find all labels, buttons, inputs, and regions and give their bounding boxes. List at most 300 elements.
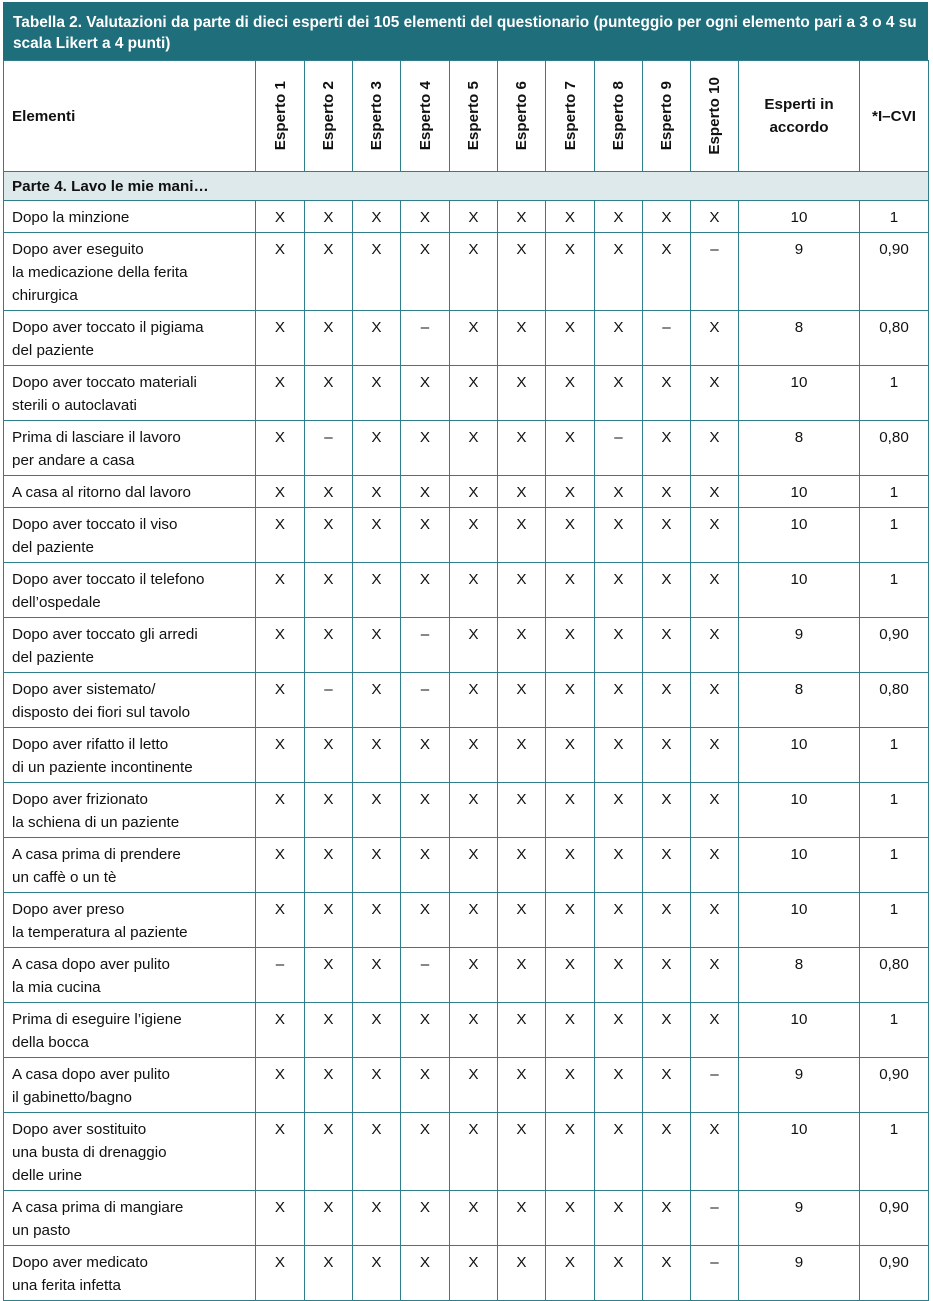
row-label-line: A casa al ritorno dal lavoro	[12, 484, 191, 501]
icvi-value: 0,90	[860, 618, 929, 673]
expert-7-mark: X	[546, 201, 595, 233]
agreement-count: 10	[739, 201, 860, 233]
row-label	[4, 1058, 256, 1113]
expert-6-mark: X	[498, 1058, 546, 1113]
expert-7-mark: X	[546, 311, 595, 366]
expert-5-mark: X	[450, 893, 498, 948]
expert-10-mark: X	[691, 476, 739, 508]
header-expert-label: Esperto 7	[561, 81, 579, 151]
table-row	[4, 1246, 929, 1301]
expert-3-mark: X	[353, 1113, 401, 1191]
agreement-count: 10	[739, 1003, 860, 1058]
expert-4-mark: X	[401, 421, 450, 476]
expert-8-mark: X	[595, 311, 643, 366]
expert-3-mark: X	[353, 563, 401, 618]
table-row	[4, 311, 929, 366]
expert-10-mark: –	[691, 233, 739, 311]
expert-6-mark: X	[498, 1246, 546, 1301]
agreement-count: 10	[739, 783, 860, 838]
expert-9-mark: X	[643, 893, 691, 948]
row-label-line: A casa prima di prendere	[12, 846, 181, 863]
expert-7-mark: X	[546, 728, 595, 783]
expert-10-mark: X	[691, 508, 739, 563]
row-label-line: di un paziente incontinente	[12, 759, 193, 776]
row-label-line: Dopo aver toccato il pigiama	[12, 319, 204, 336]
expert-1-mark: X	[256, 1191, 305, 1246]
icvi-value: 0,80	[860, 421, 929, 476]
expert-7-mark: X	[546, 673, 595, 728]
icvi-value: 1	[860, 838, 929, 893]
expert-6-mark: X	[498, 563, 546, 618]
expert-9-mark: X	[643, 1246, 691, 1301]
agreement-count: 9	[739, 233, 860, 311]
expert-2-mark: X	[305, 948, 353, 1003]
expert-5-mark: X	[450, 1113, 498, 1191]
row-label-line: delle urine	[12, 1167, 83, 1184]
table-row	[4, 201, 929, 233]
expert-10-mark: X	[691, 563, 739, 618]
expert-3-mark: X	[353, 1003, 401, 1058]
expert-4-mark: X	[401, 1246, 450, 1301]
row-label	[4, 201, 256, 233]
header-row	[4, 61, 929, 172]
expert-2-mark: X	[305, 783, 353, 838]
expert-4-mark: X	[401, 1113, 450, 1191]
expert-1-mark: X	[256, 783, 305, 838]
expert-8-mark: X	[595, 893, 643, 948]
expert-7-mark: X	[546, 476, 595, 508]
expert-7-mark: X	[546, 421, 595, 476]
agreement-count: 10	[739, 1113, 860, 1191]
row-label	[4, 311, 256, 366]
expert-5-mark: X	[450, 421, 498, 476]
expert-9-mark: X	[643, 618, 691, 673]
table-title: Tabella 2. Valutazioni da parte di dieci esperti dei 105 elementi del questionario (punteggio per ogni elemento pari a 3 o 4 su scala Likert a 4 punti)	[3, 2, 928, 60]
expert-7-mark: X	[546, 1058, 595, 1113]
expert-1-mark: X	[256, 201, 305, 233]
row-label-line: Dopo aver toccato il viso	[12, 516, 178, 533]
expert-8-mark: X	[595, 783, 643, 838]
row-label	[4, 1191, 256, 1246]
row-label-line: Prima di eseguire l’igiene	[12, 1011, 182, 1028]
row-label	[4, 233, 256, 311]
expert-10-mark: X	[691, 1003, 739, 1058]
table-row	[4, 1113, 929, 1191]
icvi-value: 1	[860, 783, 929, 838]
expert-3-mark: X	[353, 311, 401, 366]
expert-2-mark: X	[305, 1246, 353, 1301]
expert-1-mark: X	[256, 508, 305, 563]
expert-7-mark: X	[546, 508, 595, 563]
header-expert-wrap	[691, 61, 738, 171]
row-label-line: Dopo aver frizionato	[12, 791, 148, 808]
expert-10-mark: X	[691, 783, 739, 838]
icvi-value: 1	[860, 366, 929, 421]
expert-3-mark: X	[353, 476, 401, 508]
expert-5-mark: X	[450, 783, 498, 838]
expert-9-mark: X	[643, 563, 691, 618]
header-expert-label: Esperto 8	[610, 81, 627, 151]
row-label-line: del paziente	[12, 539, 94, 556]
expert-6-mark: X	[498, 948, 546, 1003]
row-label-line: Dopo aver rifatto il letto	[12, 736, 169, 753]
expert-5-mark: X	[450, 1191, 498, 1246]
row-label-line: la mia cucina	[12, 979, 101, 996]
expert-5-mark: X	[450, 673, 498, 728]
table-row	[4, 563, 929, 618]
row-label	[4, 1113, 256, 1191]
row-label-line: Dopo aver sistemato/	[12, 681, 156, 698]
table-row	[4, 1058, 929, 1113]
icvi-value: 0,80	[860, 948, 929, 1003]
expert-1-mark: X	[256, 563, 305, 618]
row-label-line: sterili o autoclavati	[12, 397, 137, 414]
expert-1-mark: X	[256, 1113, 305, 1191]
expert-6-mark: X	[498, 673, 546, 728]
expert-10-mark: –	[691, 1191, 739, 1246]
agreement-count: 9	[739, 1191, 860, 1246]
agreement-count: 10	[739, 508, 860, 563]
row-label-line: A casa dopo aver pulito	[12, 956, 170, 973]
icvi-value: 0,80	[860, 673, 929, 728]
header-expert-label: Esperto 1	[271, 81, 289, 151]
row-label	[4, 893, 256, 948]
expert-7-mark: X	[546, 783, 595, 838]
row-label-line: Dopo aver toccato materiali	[12, 374, 197, 391]
row-label-line: A casa prima di mangiare	[12, 1199, 184, 1216]
table-row	[4, 366, 929, 421]
header-expert-9	[643, 61, 691, 172]
expert-7-mark: X	[546, 838, 595, 893]
row-label-line: Dopo aver medicato	[12, 1254, 148, 1271]
expert-2-mark: X	[305, 508, 353, 563]
icvi-value: 1	[860, 476, 929, 508]
expert-10-mark: X	[691, 673, 739, 728]
expert-9-mark: X	[643, 476, 691, 508]
agreement-count: 10	[739, 728, 860, 783]
expert-3-mark: X	[353, 838, 401, 893]
icvi-value: 1	[860, 728, 929, 783]
expert-6-mark: X	[498, 783, 546, 838]
table-row	[4, 1003, 929, 1058]
expert-2-mark: X	[305, 1191, 353, 1246]
icvi-value: 1	[860, 1003, 929, 1058]
expert-1-mark: X	[256, 1003, 305, 1058]
expert-1-mark: X	[256, 366, 305, 421]
row-label	[4, 508, 256, 563]
expert-4-mark: X	[401, 1058, 450, 1113]
expert-6-mark: X	[498, 618, 546, 673]
expert-9-mark: X	[643, 201, 691, 233]
header-expert-wrap	[595, 61, 642, 171]
header-expert-8	[595, 61, 643, 172]
expert-4-mark: –	[401, 311, 450, 366]
expert-8-mark: X	[595, 476, 643, 508]
header-expert-wrap	[643, 61, 690, 171]
row-label-line: la schiena di un paziente	[12, 814, 180, 831]
row-label-line: disposto dei fiori sul tavolo	[12, 704, 191, 721]
expert-5-mark: X	[450, 311, 498, 366]
expert-4-mark: X	[401, 893, 450, 948]
expert-2-mark: X	[305, 476, 353, 508]
header-agreement	[739, 61, 860, 172]
icvi-value: 0,90	[860, 233, 929, 311]
expert-4-mark: X	[401, 508, 450, 563]
expert-3-mark: X	[353, 508, 401, 563]
expert-4-mark: X	[401, 563, 450, 618]
row-label	[4, 563, 256, 618]
header-expert-label: Esperto 9	[658, 81, 675, 151]
expert-10-mark: –	[691, 1058, 739, 1113]
expert-4-mark: X	[401, 233, 450, 311]
expert-9-mark: X	[643, 783, 691, 838]
expert-3-mark: X	[353, 673, 401, 728]
row-label	[4, 838, 256, 893]
row-label	[4, 673, 256, 728]
expert-6-mark: X	[498, 508, 546, 563]
icvi-value: 1	[860, 893, 929, 948]
expert-1-mark: X	[256, 476, 305, 508]
expert-4-mark: X	[401, 1191, 450, 1246]
agreement-count: 10	[739, 366, 860, 421]
row-label-line: Dopo aver toccato il telefono	[12, 571, 205, 588]
expert-2-mark: X	[305, 1003, 353, 1058]
expert-3-mark: X	[353, 728, 401, 783]
expert-8-mark: X	[595, 366, 643, 421]
expert-6-mark: X	[498, 311, 546, 366]
expert-10-mark: X	[691, 311, 739, 366]
expert-6-mark: X	[498, 233, 546, 311]
expert-7-mark: X	[546, 1003, 595, 1058]
row-label-line: una ferita infetta	[12, 1277, 121, 1294]
expert-4-mark: X	[401, 366, 450, 421]
expert-5-mark: X	[450, 838, 498, 893]
icvi-value: 0,80	[860, 311, 929, 366]
expert-7-mark: X	[546, 1113, 595, 1191]
expert-3-mark: X	[353, 893, 401, 948]
expert-8-mark: X	[595, 838, 643, 893]
expert-6-mark: X	[498, 1113, 546, 1191]
header-agreement-label: Esperti in accordo	[764, 96, 834, 136]
expert-10-mark: X	[691, 1113, 739, 1191]
expert-6-mark: X	[498, 838, 546, 893]
agreement-count: 8	[739, 673, 860, 728]
expert-6-mark: X	[498, 201, 546, 233]
expert-10-mark: X	[691, 421, 739, 476]
expert-3-mark: X	[353, 1246, 401, 1301]
expert-10-mark: X	[691, 893, 739, 948]
expert-5-mark: X	[450, 476, 498, 508]
expert-10-mark: X	[691, 366, 739, 421]
expert-8-mark: X	[595, 201, 643, 233]
header-expert-label: Esperto 6	[513, 81, 530, 151]
icvi-value: 0,90	[860, 1191, 929, 1246]
agreement-count: 9	[739, 1058, 860, 1113]
expert-8-mark: X	[595, 618, 643, 673]
expert-4-mark: X	[401, 783, 450, 838]
row-label-line: A casa dopo aver pulito	[12, 1066, 170, 1083]
expert-4-mark: X	[401, 201, 450, 233]
header-expert-2	[305, 61, 353, 172]
header-expert-label: Esperto 4	[416, 81, 434, 151]
expert-10-mark: X	[691, 838, 739, 893]
table-body	[4, 172, 929, 1301]
expert-5-mark: X	[450, 948, 498, 1003]
expert-8-mark: X	[595, 1003, 643, 1058]
row-label-line: un caffè o un tè	[12, 869, 117, 886]
table-row	[4, 421, 929, 476]
expert-3-mark: X	[353, 948, 401, 1003]
row-label	[4, 421, 256, 476]
table-row	[4, 476, 929, 508]
row-label-line: Dopo aver sostituito	[12, 1121, 147, 1138]
agreement-count: 10	[739, 893, 860, 948]
expert-8-mark: X	[595, 233, 643, 311]
expert-7-mark: X	[546, 563, 595, 618]
expert-3-mark: X	[353, 1191, 401, 1246]
expert-6-mark: X	[498, 421, 546, 476]
expert-2-mark: X	[305, 1113, 353, 1191]
row-label-line: dell’ospedale	[12, 594, 101, 611]
expert-3-mark: X	[353, 421, 401, 476]
expert-1-mark: X	[256, 421, 305, 476]
table-row	[4, 508, 929, 563]
header-expert-wrap	[401, 61, 449, 171]
table-container	[3, 2, 928, 1301]
expert-9-mark: X	[643, 1058, 691, 1113]
expert-5-mark: X	[450, 366, 498, 421]
expert-7-mark: X	[546, 366, 595, 421]
expert-4-mark: X	[401, 1003, 450, 1058]
icvi-value: 0,90	[860, 1058, 929, 1113]
expert-7-mark: X	[546, 948, 595, 1003]
row-label-line: Prima di lasciare il lavoro	[12, 429, 181, 446]
expert-1-mark: X	[256, 233, 305, 311]
icvi-value: 1	[860, 563, 929, 618]
expert-3-mark: X	[353, 201, 401, 233]
expert-4-mark: X	[401, 838, 450, 893]
header-expert-wrap	[353, 61, 400, 171]
agreement-count: 8	[739, 948, 860, 1003]
row-label	[4, 728, 256, 783]
expert-1-mark: X	[256, 838, 305, 893]
expert-1-mark: X	[256, 1058, 305, 1113]
expert-3-mark: X	[353, 618, 401, 673]
table-row	[4, 893, 929, 948]
expert-1-mark: –	[256, 948, 305, 1003]
header-expert-1	[256, 61, 305, 172]
icvi-value: 1	[860, 1113, 929, 1191]
expert-1-mark: X	[256, 1246, 305, 1301]
expert-5-mark: X	[450, 233, 498, 311]
expert-1-mark: X	[256, 673, 305, 728]
expert-5-mark: X	[450, 728, 498, 783]
table-row	[4, 1191, 929, 1246]
expert-6-mark: X	[498, 476, 546, 508]
header-expert-5	[450, 61, 498, 172]
expert-8-mark: X	[595, 728, 643, 783]
table-row	[4, 783, 929, 838]
expert-2-mark: X	[305, 893, 353, 948]
expert-8-mark: X	[595, 673, 643, 728]
header-expert-7	[546, 61, 595, 172]
expert-5-mark: X	[450, 1246, 498, 1301]
expert-8-mark: X	[595, 1191, 643, 1246]
expert-2-mark: X	[305, 201, 353, 233]
expert-9-mark: X	[643, 421, 691, 476]
expert-8-mark: X	[595, 1246, 643, 1301]
expert-9-mark: X	[643, 1003, 691, 1058]
table-row	[4, 233, 929, 311]
expert-9-mark: X	[643, 508, 691, 563]
expert-5-mark: X	[450, 563, 498, 618]
row-label-line: la temperatura al paziente	[12, 924, 188, 941]
expert-7-mark: X	[546, 1246, 595, 1301]
row-label-line: della bocca	[12, 1034, 89, 1051]
row-label-line: del paziente	[12, 342, 94, 359]
row-label-line: un pasto	[12, 1222, 71, 1239]
agreement-count: 8	[739, 311, 860, 366]
header-expert-label: Esperto 3	[368, 81, 385, 151]
expert-10-mark: –	[691, 1246, 739, 1301]
section-row	[4, 172, 929, 201]
expert-2-mark: X	[305, 618, 353, 673]
table-row	[4, 838, 929, 893]
header-icvi: *I–CVI	[860, 61, 929, 172]
expert-2-mark: X	[305, 366, 353, 421]
expert-9-mark: X	[643, 1191, 691, 1246]
expert-7-mark: X	[546, 618, 595, 673]
expert-6-mark: X	[498, 1191, 546, 1246]
header-expert-wrap	[305, 61, 352, 171]
header-expert-10	[691, 61, 739, 172]
header-expert-wrap	[450, 61, 497, 171]
row-label-line: per andare a casa	[12, 452, 135, 469]
expert-9-mark: X	[643, 366, 691, 421]
expert-4-mark: –	[401, 948, 450, 1003]
row-label	[4, 618, 256, 673]
expert-1-mark: X	[256, 311, 305, 366]
expert-5-mark: X	[450, 201, 498, 233]
row-label-line: la medicazione della ferita	[12, 264, 188, 281]
row-label-line: Dopo aver toccato gli arredi	[12, 626, 198, 643]
expert-2-mark: X	[305, 563, 353, 618]
expert-9-mark: –	[643, 311, 691, 366]
ratings-table	[3, 60, 929, 1301]
expert-2-mark: –	[305, 673, 353, 728]
header-expert-3	[353, 61, 401, 172]
expert-4-mark: X	[401, 728, 450, 783]
expert-8-mark: –	[595, 421, 643, 476]
agreement-count: 9	[739, 618, 860, 673]
expert-9-mark: X	[643, 673, 691, 728]
expert-4-mark: –	[401, 673, 450, 728]
row-label-line: chirurgica	[12, 287, 78, 304]
expert-2-mark: –	[305, 421, 353, 476]
agreement-count: 9	[739, 1246, 860, 1301]
expert-3-mark: X	[353, 233, 401, 311]
expert-5-mark: X	[450, 1058, 498, 1113]
header-elements: Elementi	[4, 61, 256, 172]
expert-6-mark: X	[498, 366, 546, 421]
row-label-line: del paziente	[12, 649, 94, 666]
expert-7-mark: X	[546, 893, 595, 948]
expert-9-mark: X	[643, 838, 691, 893]
row-label-line: Dopo la minzione	[12, 209, 130, 226]
expert-5-mark: X	[450, 508, 498, 563]
header-expert-6	[498, 61, 546, 172]
header-expert-wrap	[256, 61, 304, 171]
